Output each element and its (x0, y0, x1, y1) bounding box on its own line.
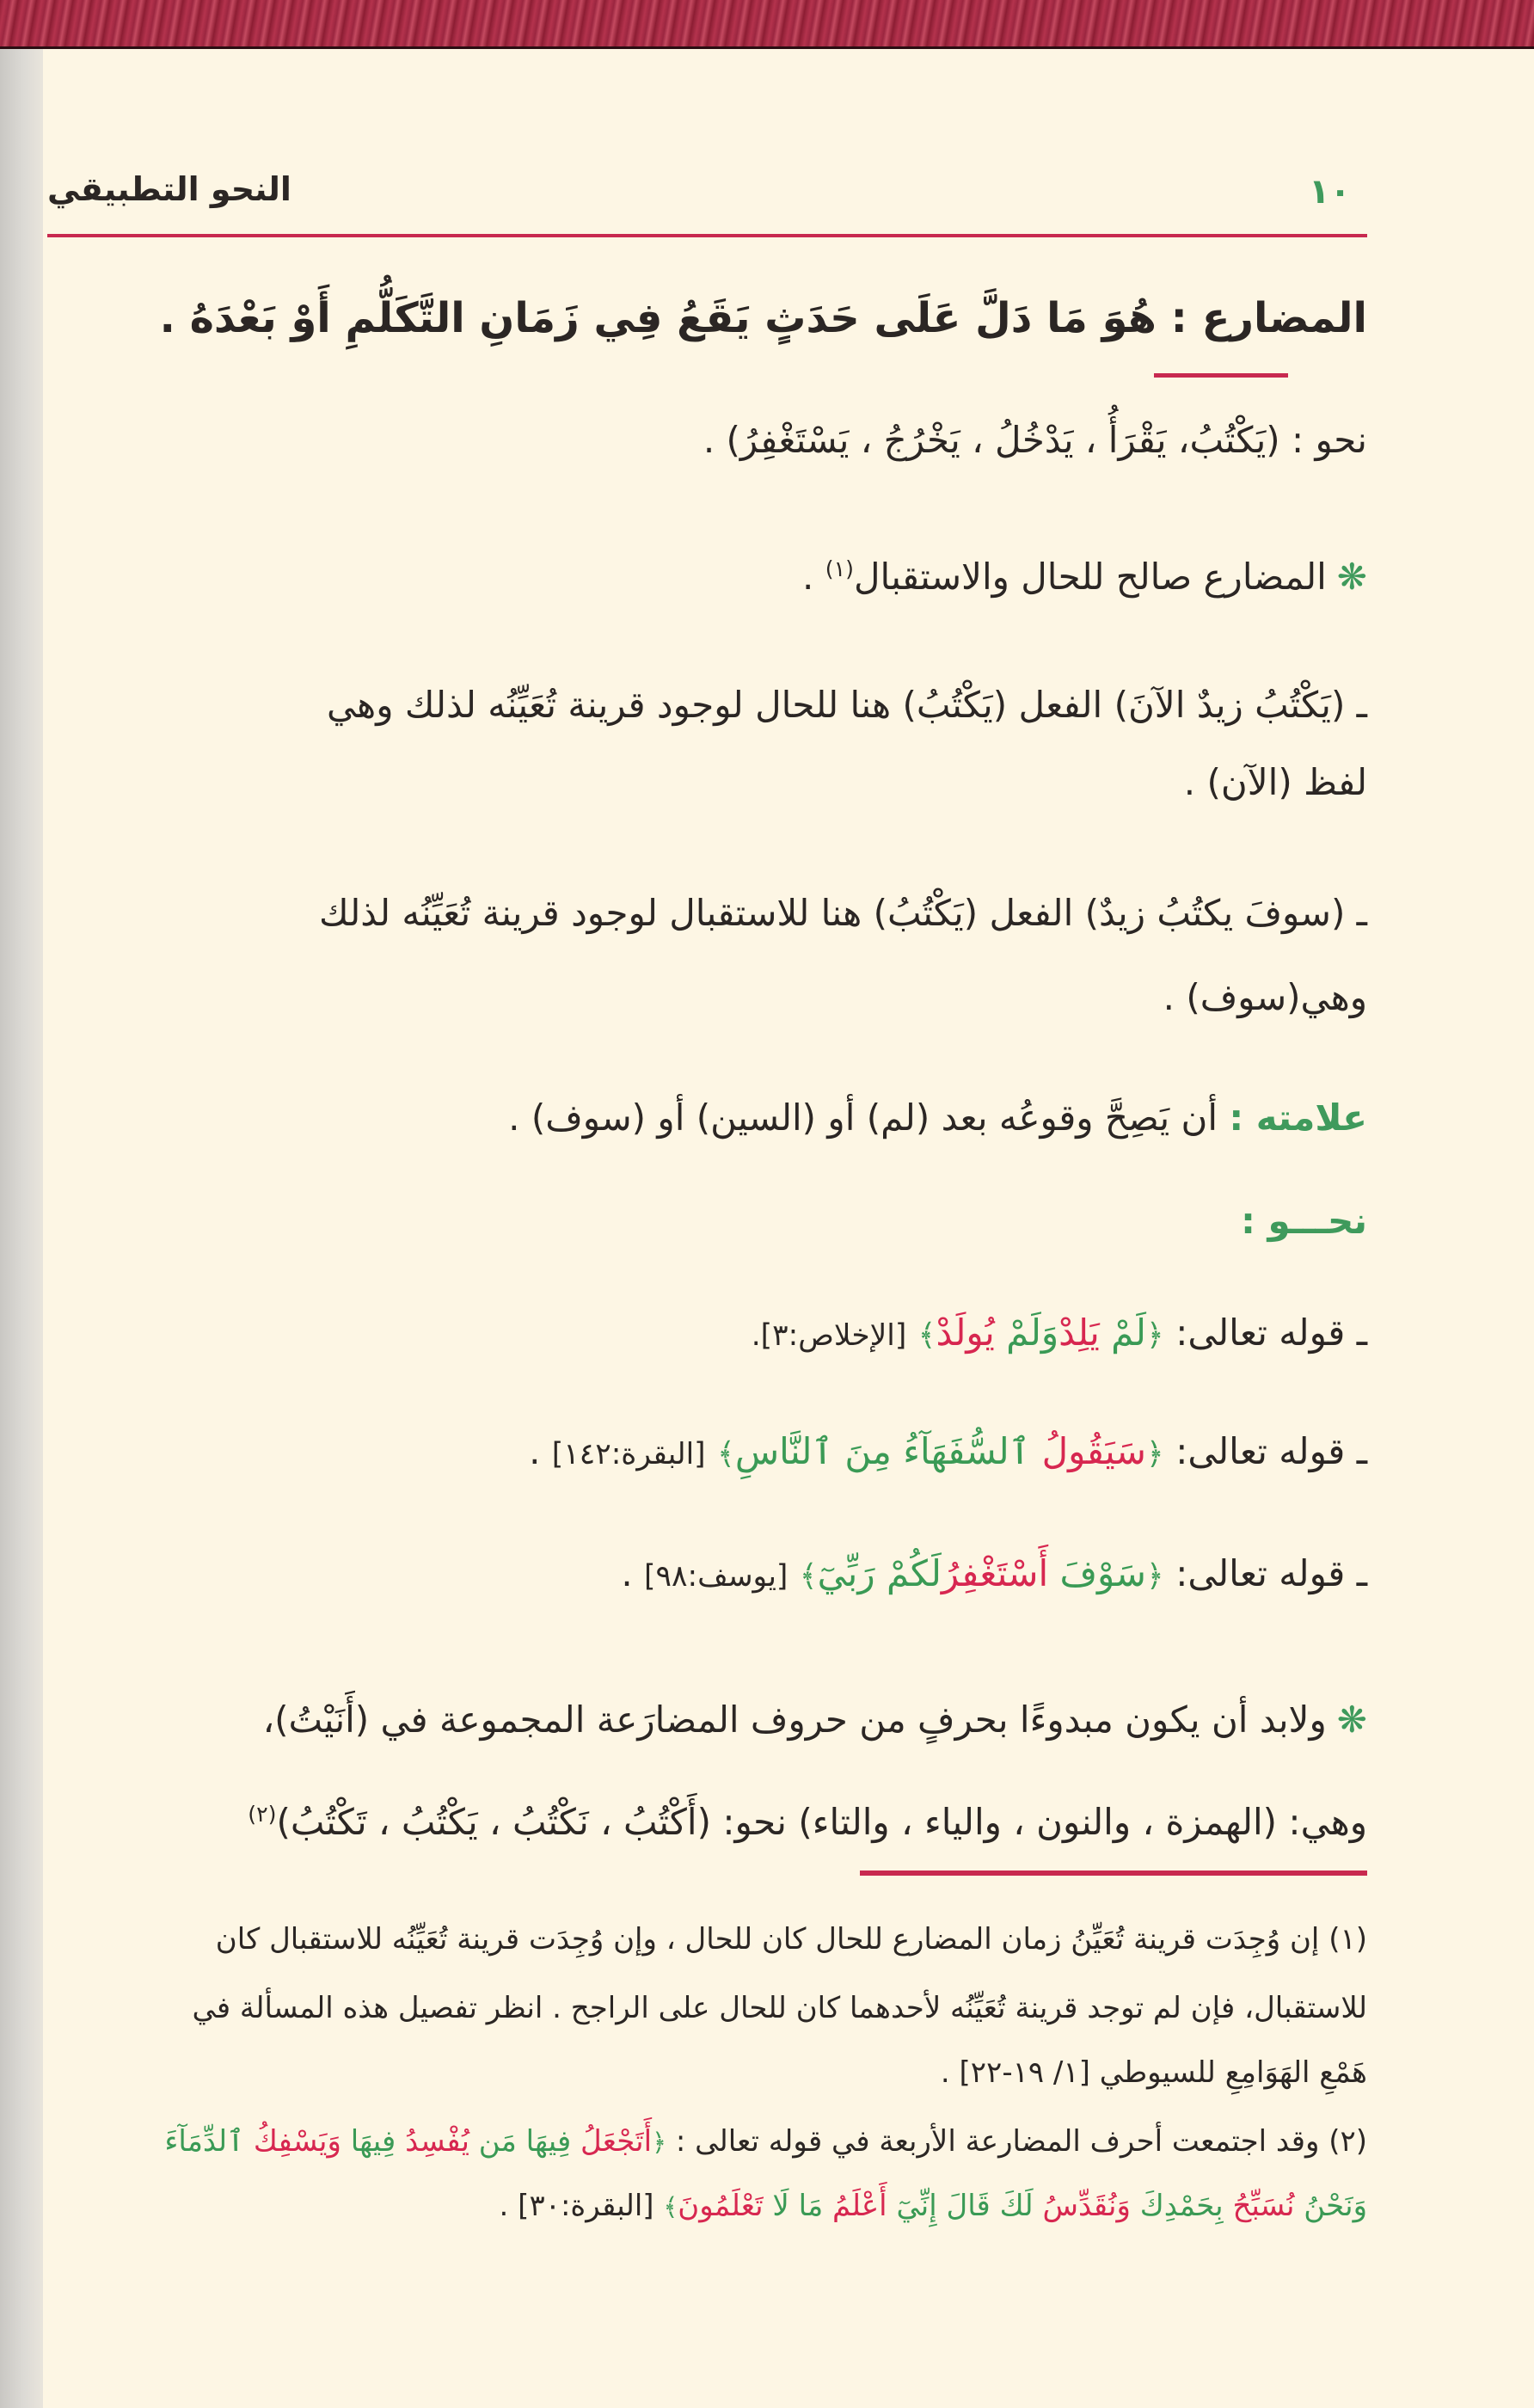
ornate-bracket-close-icon: ﴾ (663, 2192, 678, 2221)
rule-1: ❋المضارع صالح للحال والاستقبال$^{(١)}$ . (802, 556, 1367, 598)
page-number: ١٠ (1309, 172, 1351, 212)
sign-label: علامته : (1229, 1096, 1367, 1139)
present-example-line-2: لفظ (الآن) . (1183, 761, 1367, 803)
book-cover-edge (0, 0, 1534, 49)
examples-label: نحـــو : (1241, 1200, 1367, 1242)
header-rule (47, 234, 1367, 237)
quote-3: ـ قوله تعالى: ﴿سَوْفَ أَسْتَغْفِرُلَكُمْ رَبِّيٓ﴾ [يوسف:٩٨] . (621, 1552, 1367, 1594)
flower-bullet-icon: ❋ (1336, 556, 1367, 598)
ornate-bracket-close-icon: ﴾ (799, 1558, 818, 1594)
ornate-bracket-open-icon: ﴿ (1145, 1558, 1164, 1594)
sign-text: أن يَصِحَّ وقوعُه بعد (لم) أو (السين) أو (سوف) . (508, 1096, 1218, 1139)
quote-reference: [البقرة:٣٠] (518, 2189, 654, 2223)
ornate-bracket-close-icon: ﴾ (917, 1318, 936, 1353)
definition-term: المضارع (1201, 294, 1367, 342)
footnote-2-line-1: (٢) وقد اجتمعت أحرف المضارعة الأربعة في قوله تعالى : ﴿أَتَجْعَلُ فِيهَا مَن يُفْسِدُ فِيهَا وَيَسْفِكُ ٱلدِّمَآءَ (164, 2124, 1367, 2159)
examples-line: نحو : (يَكْتُبُ، يَقْرَأُ ، يَدْخُلُ ، يَخْرُجُ ، يَسْتَغْفِرُ) . (703, 419, 1367, 461)
book-spine-shadow (0, 49, 43, 2408)
footnote-1-line-3: هَمْعِ الهَوَامِعِ للسيوطي [١/ ١٩-٢٢] . (940, 2055, 1367, 2090)
footnote-ref-2[interactable]: (٢) (248, 1802, 277, 1827)
quote-reference: [البقرة:١٤٢] (551, 1437, 706, 1471)
footnote-separator (860, 1870, 1367, 1876)
rule-2-line-2: وهي: (الهمزة ، والنون ، والياء ، والتاء) نحو: (أَكْتُبُ ، نَكْتُبُ ، يَكْتُبُ ، تَكْتُبُ)$^{(٢)}$ (248, 1801, 1367, 1843)
rule-2-line-1: ❋ولابد أن يكون مبدوءًا بحرفٍ من حروف المضارَعة المجموعة في (أَنَيْتُ)، (262, 1698, 1367, 1741)
rule-1-text: المضارع صالح للحال والاستقبال (853, 556, 1327, 598)
quote-reference: [الإخلاص:٣]. (751, 1318, 907, 1353)
quote-2: ـ قوله تعالى: ﴿سَيَقُولُ ٱلسُّفَهَآءُ مِنَ ٱلنَّاسِ﴾ [البقرة:١٤٢] . (529, 1430, 1367, 1472)
footnote-ref-1[interactable]: (١) (825, 556, 854, 581)
future-example-line-2: وهي(سوف) . (1163, 976, 1367, 1018)
running-title: النحو التطبيقي (47, 170, 291, 208)
sign-line (508, 1092, 1367, 1144)
ornate-bracket-open-icon: ﴿ (652, 2128, 666, 2157)
ornate-bracket-close-icon: ﴾ (716, 1436, 735, 1471)
definition-line (160, 292, 1367, 344)
quote-1: ـ قوله تعالى: ﴿لَمْ يَلِدْوَلَمْ يُولَدْ﴾ [الإخلاص:٣]. (751, 1312, 1367, 1354)
ornate-bracket-open-icon: ﴿ (1145, 1436, 1164, 1471)
footnote-1-line-1: (١) إن وُجِدَت قرينة تُعَيِّنُ زمان المضارع للحال كان للحال ، وإن وُجِدَت قرينة تُعَيِّنُه للاستقبال كان (215, 1922, 1367, 1956)
flower-bullet-icon: ❋ (1336, 1698, 1367, 1741)
definition-text: : هُوَ مَا دَلَّ عَلَى حَدَثٍ يَقَعُ فِي زَمَانِ التَّكَلُّمِ أَوْ بَعْدَهُ . (159, 294, 1187, 342)
ornate-bracket-open-icon: ﴿ (1145, 1318, 1164, 1353)
present-example-line-1: ـ (يَكْتُبُ زيدٌ الآنَ) الفعل (يَكْتُبُ) هنا للحال لوجود قرينة تُعَيِّنُه لذلك وهي (327, 684, 1367, 726)
quote-reference: [يوسف:٩٨] (644, 1559, 788, 1594)
future-example-line-1: ـ (سوفَ يكتُبُ زيدٌ) الفعل (يَكْتُبُ) هنا للاستقبال لوجود قرينة تُعَيِّنُه لذلك (319, 892, 1367, 934)
term-underline (1154, 373, 1288, 378)
footnote-2-line-2: وَنَحْنُ نُسَبِّحُ بِحَمْدِكَ وَنُقَدِّسُ لَكَ قَالَ إِنِّيٓ أَعْلَمُ مَا لَا تَعْلَمُونَ﴾ [البقرة:٣٠] . (499, 2189, 1367, 2223)
footnote-1-line-2: للاستقبال، فإن لم توجد قرينة تُعَيِّنُه لأحدهما كان للحال على الراجح . انظر تفصيل هذه المسألة في (192, 1991, 1367, 2025)
